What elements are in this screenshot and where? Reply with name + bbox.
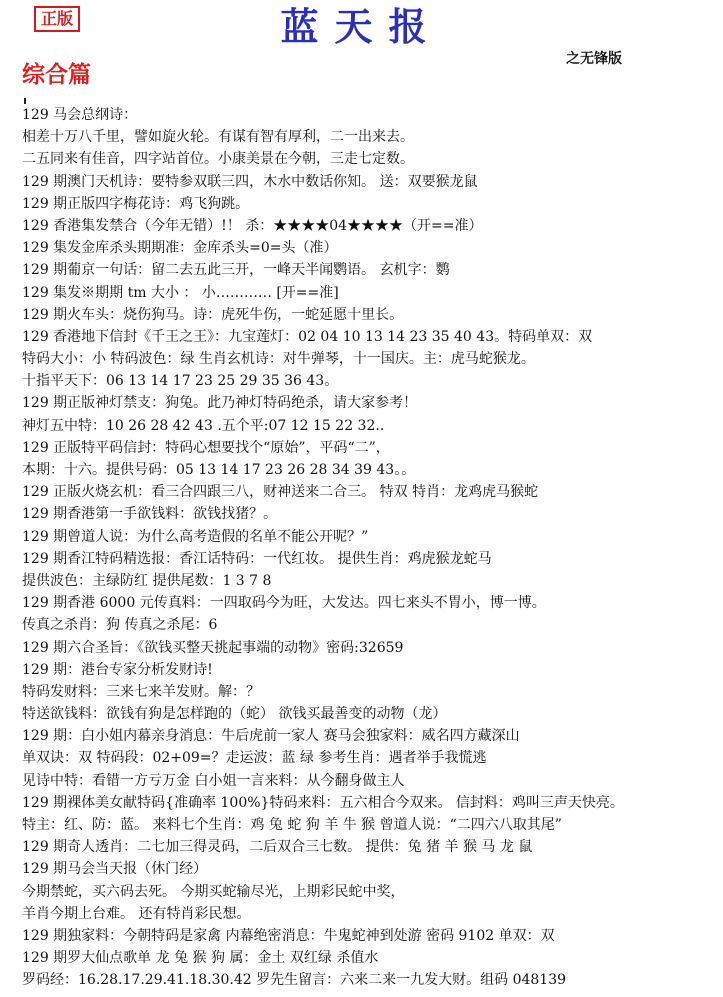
content-lines [22, 104, 714, 992]
text-line: 129 期独家料：今朝特码是家禽 内幕绝密消息：牛鬼蛇神到处游 密码 9102 单双：双 [22, 927, 555, 944]
text-line: 单双诀：双 特码段：02+09=？走运波：蓝 绿 参考生肖：遇者举手我慌逃 [22, 750, 487, 767]
text-line: 129 期：港台专家分析发财诗! [22, 661, 213, 678]
text-line: 129 期马会当天报（休门经） [22, 861, 208, 878]
edition-label: 之无锋版 [566, 51, 622, 67]
text-line: 129 期六合圣旨：《欲钱买整天挑起事端的动物》密码:32659 [22, 639, 404, 656]
text-line: 129 香港地下信封《千王之王》：九宝莲灯：02 04 10 13 14 23 35 40 43。特码单双：双 [22, 328, 593, 345]
text-line: 129 期裸体美女献特码{准确率 100%}特码来料：五六相合今双来。 信封料：鸡叫三声天快亮。 [22, 794, 624, 811]
text-line: 129 期澳门天机诗：要特参双联三四，木水中数话你知。 送：双要猴龙鼠 [22, 173, 478, 190]
text-line: 129 期罗大仙点歌单 龙 兔 猴 狗 属：金土 双红绿 杀值水 [22, 950, 379, 967]
text-line: 二五同来有佳音，四字站首位。小康美景在今朝，三走七定数。 [22, 151, 414, 168]
text-line: 神灯五中特：10 26 28 42 43 .五个平:07 12 15 22 32.. [22, 417, 385, 434]
text-line: 129 马会总纲诗： [22, 107, 138, 123]
text-line: 见诗中特：看错一方亏万金 白小姐一言来料：从今翻身做主人 [22, 772, 405, 789]
text-line: 129 期火车头：烧伤狗马。诗：虎死牛伤，一蛇延愿十里长。 [22, 306, 404, 323]
text-line: 129 期曾道人说：为什么高考造假的名单不能公开呢？” [22, 528, 369, 545]
text-line: 传真之杀肖：狗 传真之杀尾：6 [22, 617, 218, 634]
text-line: 相差十万八千里，譬如旋火轮。有谋有智有厚利，二一出来去。 [22, 129, 414, 146]
text-line: 129 期正版四字梅花诗：鸡飞狗跳。 [22, 195, 250, 212]
text-line: 本期：十六。提供号码：05 13 14 17 23 26 28 34 39 43。。 [22, 462, 416, 478]
text-line: 十指平天下：06 13 14 17 23 25 29 35 36 43。 [22, 373, 339, 390]
text-line: 129 期葡京一句话：留二去五此三开，一峰天半闻鹦语。 玄机字：鹦 [22, 262, 450, 279]
section-heading: 综合篇 [22, 62, 91, 88]
text-line: 罗码经：16.28.17.29.41.18.30.42 罗先生留言：六来二来一九发大财。组码 048139 [22, 972, 567, 989]
text-line: 129 香港集发禁合（今年无错）!！ 杀：★★★★04★★★★（开==准） [22, 217, 483, 234]
text-line: 特送欲钱料：欲钱有狗是怎样跑的（蛇） 欲钱买最善变的动物（龙） [22, 706, 447, 723]
newspaper-title: 蓝天报 [280, 4, 443, 49]
text-line: 129 期香港第一手欲钱料：欲钱找猪？。 [22, 506, 278, 523]
text-line: 129 正版火烧玄机：看三合四跟三八，财神送来二合三。 特双 特肖：龙鸡虎马猴蛇 [22, 484, 539, 501]
text-line: 羊肖今期上台难。 还有特肖彩民想。 [22, 905, 251, 922]
text-line: 特主：红、防：蓝。 来料七个生肖：鸡 兔 蛇 狗 羊 牛 猴 曾道人说：“二四六八取其尾” [22, 817, 562, 833]
text-line: 129 正版特平码信封：特码心想要找个“原始”，平码“二”， [22, 439, 390, 456]
text-line: 129 集发金库杀头期期准：金库杀头=0=头（准） [22, 240, 338, 257]
genuine-edition-badge: 正版 [34, 6, 80, 32]
text-line: 提供波色：主绿防红 提供尾数：1 3 7 8 [22, 572, 272, 589]
text-line: 129 期香江特码精选报：香江话特码：一代红妆。 提供生肖：鸡虎猴龙蛇马 [22, 550, 492, 567]
text-line: 129 期：白小姐内幕亲身消息：牛后虎前一家人 赛马会独家料：威名四方藏深山 [22, 728, 520, 745]
text-line: 特码大小：小 特码波色：绿 生肖玄机诗：对牛弹琴，十一国庆。主：虎马蛇猴龙。 [22, 351, 535, 368]
text-line: 今期禁蛇，买六码去死。 今期买蛇输尽光，上期彩民蛇中奖， [22, 883, 405, 900]
text-line: 129 期奇人透肖：二七加三得灵码，二后双合三七数。 提供：兔 猪 羊 猴 马 龙 鼠 [22, 839, 533, 856]
text-line: 129 集发※期期 tm 大小 ： 小………… [开==准] [22, 284, 339, 301]
text-line: 129 期香港 6000 元传真料：一四取码今为旺，大发达。四七来头不胃小，博一博。 [22, 595, 546, 612]
text-line: 特码发财料：三来七来羊发财。解：？ [22, 683, 260, 700]
text-line: 129 期正版神灯禁支：狗兔。此乃神灯特码绝杀，请大家参考！ [22, 395, 418, 412]
